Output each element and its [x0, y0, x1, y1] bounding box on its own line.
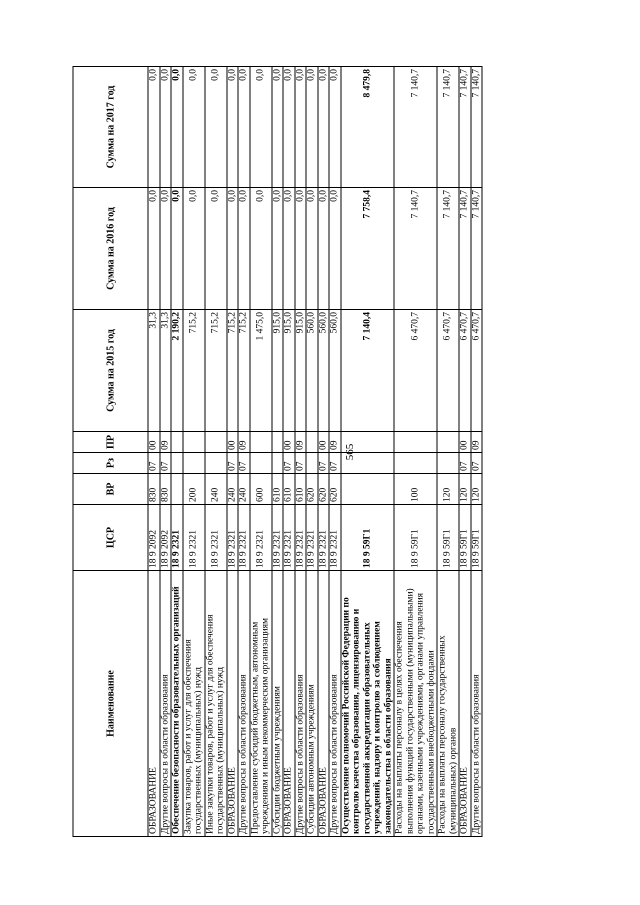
cell-2016: 0,0	[227, 188, 239, 310]
header-2015: Сумма на 2015 год	[73, 310, 148, 432]
cell-2016: 7 140,7	[394, 188, 437, 310]
cell-name: Субсидии бюджетным учреждениям	[272, 571, 284, 837]
cell-vr: 240	[238, 474, 250, 505]
cell-rz: 07	[295, 453, 307, 474]
cell-rz: 07	[148, 453, 160, 474]
cell-2017: 0,0	[283, 67, 295, 188]
table-row	[295, 67, 307, 837]
cell-2016: 0,0	[171, 188, 183, 310]
cell-2016: 0,0	[250, 188, 272, 310]
table-row	[148, 67, 160, 837]
cell-rz: 07	[329, 453, 341, 474]
cell-vr: 120	[437, 474, 459, 505]
cell-csr: 18 9 2321	[183, 505, 205, 571]
table-row	[272, 67, 284, 837]
cell-pr: 09	[160, 432, 172, 453]
table-row	[437, 67, 459, 837]
cell-rz: 07	[227, 453, 239, 474]
table-row	[238, 67, 250, 837]
cell-vr: 610	[283, 474, 295, 505]
cell-2017: 7 140,7	[437, 67, 459, 188]
cell-rz	[250, 453, 272, 474]
table-row	[160, 67, 172, 837]
cell-csr: 18 9 59Г1	[471, 505, 483, 571]
cell-2015: 915,0	[283, 310, 295, 432]
cell-vr	[341, 474, 395, 505]
cell-2017: 0,0	[227, 67, 239, 188]
cell-name: Закупка товаров, работ и услуг для обеспечения государственных (муниципальных) нужд	[183, 571, 205, 837]
cell-name: ОБРАЗОВАНИЕ	[227, 571, 239, 837]
cell-pr	[183, 432, 205, 453]
cell-rz	[183, 453, 205, 474]
table-row	[171, 67, 183, 837]
cell-csr: 18 9 2321	[171, 505, 183, 571]
cell-2017: 7 140,7	[459, 67, 471, 188]
cell-2015: 560,0	[306, 310, 318, 432]
cell-csr: 18 9 2321	[205, 505, 227, 571]
cell-vr: 120	[471, 474, 483, 505]
cell-name: Другие вопросы в области образования	[471, 571, 483, 837]
cell-name: ОБРАЗОВАНИЕ	[148, 571, 160, 837]
cell-rz	[394, 453, 437, 474]
cell-pr	[205, 432, 227, 453]
table-header-row	[73, 67, 148, 837]
cell-pr	[272, 432, 284, 453]
cell-2016: 7 140,7	[471, 188, 483, 310]
cell-name: ОБРАЗОВАНИЕ	[459, 571, 471, 837]
cell-2017: 0,0	[171, 67, 183, 188]
cell-vr: 120	[459, 474, 471, 505]
cell-csr: 18 9 2321	[295, 505, 307, 571]
cell-vr: 620	[318, 474, 330, 505]
cell-2017: 7 140,7	[394, 67, 437, 188]
cell-2015: 6 470,7	[437, 310, 459, 432]
cell-2017: 0,0	[306, 67, 318, 188]
cell-rz: 07	[160, 453, 172, 474]
cell-pr: 09	[471, 432, 483, 453]
cell-name: ОБРАЗОВАНИЕ	[318, 571, 330, 837]
cell-2015: 31,3	[148, 310, 160, 432]
cell-pr: 09	[295, 432, 307, 453]
cell-pr: 00	[227, 432, 239, 453]
cell-rz	[171, 453, 183, 474]
cell-rz	[306, 453, 318, 474]
cell-vr: 240	[205, 474, 227, 505]
cell-name: Иные закупки товаров, работ и услуг для обеспечения государственных (муниципальных) нужд	[205, 571, 227, 837]
cell-pr: 00	[318, 432, 330, 453]
cell-2016: 0,0	[183, 188, 205, 310]
cell-2015: 915,0	[272, 310, 284, 432]
cell-vr: 620	[329, 474, 341, 505]
cell-name: Осуществление полномочий Российской Федерации по контролю качества образования, лицензированию и государственной аккредитации образовательных учреждений, надзору и контролю за соблюдением законодательства в области образования	[341, 571, 395, 837]
cell-2015: 560,0	[329, 310, 341, 432]
cell-rz	[437, 453, 459, 474]
cell-2016: 7 758,4	[341, 188, 395, 310]
cell-2015: 6 470,7	[459, 310, 471, 432]
cell-pr: 00	[148, 432, 160, 453]
cell-2015: 6 470,7	[471, 310, 483, 432]
cell-2017: 0,0	[295, 67, 307, 188]
header-vr: ВР	[73, 474, 148, 505]
cell-2016: 0,0	[160, 188, 172, 310]
page-number: 565	[344, 443, 356, 461]
cell-name: Обеспечение безопасности образовательных организаций	[171, 571, 183, 837]
cell-2015: 7 140,4	[341, 310, 395, 432]
cell-rz	[341, 453, 395, 474]
cell-2016: 0,0	[272, 188, 284, 310]
cell-name: Другие вопросы в области образования	[295, 571, 307, 837]
cell-vr: 240	[227, 474, 239, 505]
cell-csr: 18 9 2321	[329, 505, 341, 571]
table-row	[306, 67, 318, 837]
cell-2015: 715,2	[183, 310, 205, 432]
table-row	[459, 67, 471, 837]
header-rz: Рз	[73, 453, 148, 474]
cell-csr: 18 9 2092	[148, 505, 160, 571]
cell-2016: 7 140,7	[437, 188, 459, 310]
table-row	[183, 67, 205, 837]
cell-2016: 0,0	[318, 188, 330, 310]
cell-csr: 18 9 2321	[238, 505, 250, 571]
cell-2016: 0,0	[148, 188, 160, 310]
cell-pr	[394, 432, 437, 453]
cell-2016: 0,0	[283, 188, 295, 310]
table-row	[329, 67, 341, 837]
cell-name: Расходы на выплаты персоналу в целях обеспечения выполнения функций государственными (муниципальными) органами, казенными учреждениями, органами управления государственными внебюджетными фондами	[394, 571, 437, 837]
cell-vr: 610	[295, 474, 307, 505]
header-name: Наименование	[73, 571, 148, 837]
cell-2015: 31,3	[160, 310, 172, 432]
cell-name: Другие вопросы в области образования	[329, 571, 341, 837]
cell-2017: 0,0	[272, 67, 284, 188]
cell-vr: 620	[306, 474, 318, 505]
cell-2017: 7 140,7	[471, 67, 483, 188]
cell-csr: 18 9 2321	[272, 505, 284, 571]
cell-pr	[250, 432, 272, 453]
cell-2015: 915,0	[295, 310, 307, 432]
cell-csr: 18 9 59Г1	[341, 505, 395, 571]
cell-name: Субсидии автономным учреждениям	[306, 571, 318, 837]
cell-2017: 0,0	[329, 67, 341, 188]
cell-2015: 1 475,0	[250, 310, 272, 432]
cell-pr: 00	[459, 432, 471, 453]
cell-2015: 6 470,7	[394, 310, 437, 432]
header-2017: Сумма на 2017 год	[73, 67, 148, 188]
cell-vr: 830	[160, 474, 172, 505]
cell-csr: 18 9 59Г1	[437, 505, 459, 571]
cell-pr	[306, 432, 318, 453]
cell-2017: 0,0	[318, 67, 330, 188]
cell-2016: 0,0	[238, 188, 250, 310]
cell-name: Предоставление субсидий бюджетным, автономным учреждениям и иным некоммерческим организациям	[250, 571, 272, 837]
cell-pr	[341, 432, 395, 453]
cell-2017: 0,0	[148, 67, 160, 188]
cell-pr: 09	[329, 432, 341, 453]
table-row	[250, 67, 272, 837]
cell-2016: 0,0	[205, 188, 227, 310]
cell-pr	[171, 432, 183, 453]
cell-2015: 715,2	[238, 310, 250, 432]
cell-csr: 18 9 2321	[250, 505, 272, 571]
cell-csr: 18 9 2321	[306, 505, 318, 571]
cell-2016: 0,0	[295, 188, 307, 310]
cell-2017: 0,0	[205, 67, 227, 188]
cell-csr: 18 9 2321	[283, 505, 295, 571]
table-row	[205, 67, 227, 837]
cell-csr: 18 9 59Г1	[394, 505, 437, 571]
cell-csr: 18 9 2321	[227, 505, 239, 571]
cell-rz: 07	[238, 453, 250, 474]
cell-2016: 0,0	[306, 188, 318, 310]
table-row	[341, 67, 395, 837]
cell-csr: 18 9 2092	[160, 505, 172, 571]
cell-2017: 0,0	[238, 67, 250, 188]
header-2016: Сумма на 2016 год	[73, 188, 148, 310]
cell-2016: 7 140,7	[459, 188, 471, 310]
cell-rz: 07	[471, 453, 483, 474]
header-pr: ПР	[73, 432, 148, 453]
cell-csr: 18 9 2321	[318, 505, 330, 571]
cell-vr: 200	[183, 474, 205, 505]
cell-name: Расходы на выплаты персоналу государственных (муниципальных) органов	[437, 571, 459, 837]
cell-rz	[205, 453, 227, 474]
cell-2017: 0,0	[160, 67, 172, 188]
budget-table	[73, 66, 483, 837]
cell-2015: 715,2	[205, 310, 227, 432]
table-row	[227, 67, 239, 837]
cell-name: ОБРАЗОВАНИЕ	[283, 571, 295, 837]
cell-2016: 0,0	[329, 188, 341, 310]
cell-2015: 2 190,2	[171, 310, 183, 432]
cell-rz: 07	[459, 453, 471, 474]
cell-rz: 07	[318, 453, 330, 474]
cell-2015: 715,2	[227, 310, 239, 432]
cell-rz	[272, 453, 284, 474]
cell-2017: 8 479,8	[341, 67, 395, 188]
cell-csr: 18 9 59Г1	[459, 505, 471, 571]
cell-vr: 610	[272, 474, 284, 505]
cell-name: Другие вопросы в области образования	[160, 571, 172, 837]
cell-vr: 100	[394, 474, 437, 505]
cell-2017: 0,0	[250, 67, 272, 188]
cell-pr: 09	[238, 432, 250, 453]
cell-name: Другие вопросы в области образования	[238, 571, 250, 837]
table-row	[394, 67, 437, 837]
rotated-table-container	[73, 67, 568, 837]
cell-vr	[171, 474, 183, 505]
cell-vr: 600	[250, 474, 272, 505]
table-row	[471, 67, 483, 837]
table-row	[283, 67, 295, 837]
cell-2015: 560,0	[318, 310, 330, 432]
table-row	[318, 67, 330, 837]
cell-rz: 07	[283, 453, 295, 474]
cell-pr: 00	[283, 432, 295, 453]
cell-vr: 830	[148, 474, 160, 505]
table-body	[148, 67, 482, 837]
cell-2017: 0,0	[183, 67, 205, 188]
cell-pr	[437, 432, 459, 453]
header-csr: ЦСР	[73, 505, 148, 571]
